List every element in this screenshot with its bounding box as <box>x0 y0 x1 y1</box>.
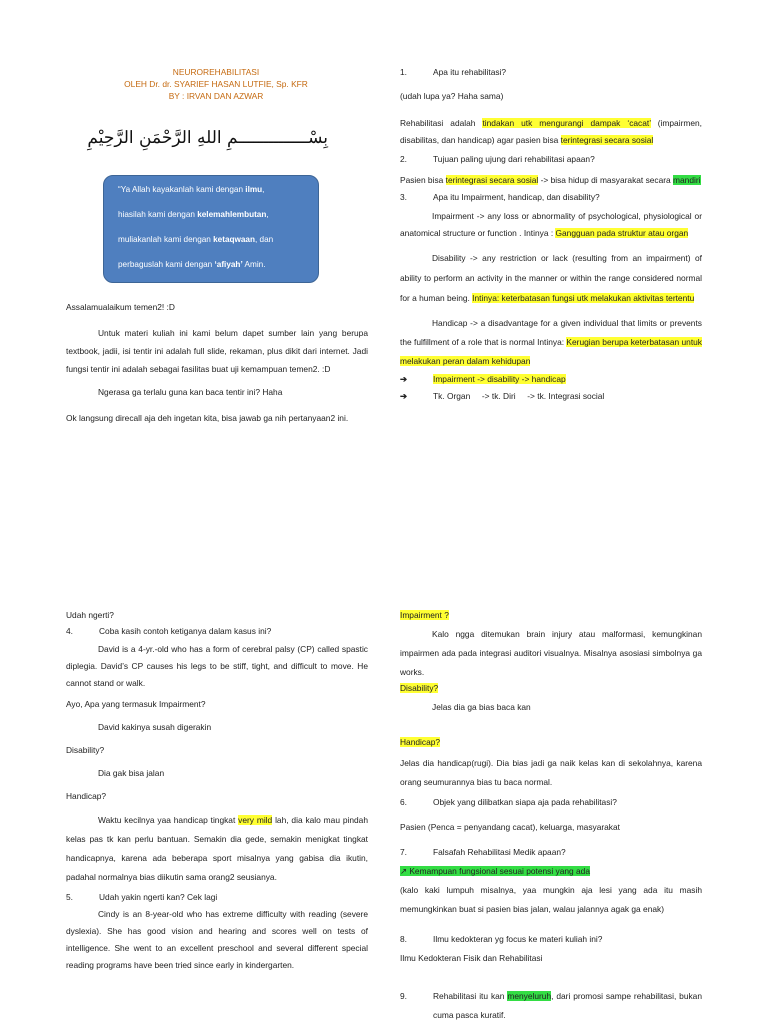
question-9: 9. Rehabilitasi itu kan menyeluruh, dari promosi sampe rehabilitasi, bukan cuma pasca kuratif. <box>400 991 703 1020</box>
answer-3-handicap: Handicap -> a disadvantage for a given individual that limits or prevents the fulfillment of a role that is normal Intinya: Kerugian berupa keterbatasan untuk melakukan peran dalam kehidupan <box>400 318 702 366</box>
question-5: 5. Udah yakin ngerti kan? Cek lagi <box>66 892 218 902</box>
answer-8: Ilmu Kedokteran Fisik dan Rehabilitasi <box>400 953 543 963</box>
question-2: 2. Tujuan paling ujung dari rehabilitasi apaan? <box>400 154 595 164</box>
question-4: 4. Coba kasih contoh ketiganya dalam kasus ini? <box>66 626 272 636</box>
answer-disability: Dia gak bisa jalan <box>98 768 165 778</box>
greeting: Assalamualaikum temen2! :D <box>66 302 175 312</box>
case-cindy: Cindy is an 8-year-old who has extreme difficulty with reading (severe dyslexia). She has good vision and hearing and scores well on tests of intelligence. She went to an excellent preschool and several different special reading programs have been tried since early in kindergarten. <box>66 909 368 970</box>
intro-paragraph: Untuk materi kuliah ini kami belum dapet sumber lain yang berupa textbook, jadii, isi tentir ini adalah full slide, rekaman, plus dikit dari internet. Jadi fungsi tentir ini adalah sebagai fasilitas buat uji kemampuan temen2. :D <box>66 328 368 374</box>
question-1: 1. Apa itu rehabilitasi? <box>400 67 507 77</box>
intro-section <box>66 301 368 433</box>
answer-6: Pasien (Penca = penyandang cacat), keluarga, masyarakat <box>400 822 620 832</box>
answer-3-impairment: Impairment -> any loss or abnormality of psychological, physiological or anatomical structure or function . Intinya : Gangguan pada struktur atau organ <box>400 211 702 238</box>
question-handicap: Handicap? <box>66 791 107 801</box>
arrow-right-icon: ➔ <box>400 391 408 401</box>
answer-7-note: (kalo kaki lumpuh misalnya, yaa mungkin aja lesi yang ada itu masih memungkinkan buat si pasien bias jalan, walau jalannya agak ga enak) <box>400 885 702 914</box>
prayer-callout: “Ya Allah kayakanlah kami dengan ilmu, hiasilah kami dengan kelemahlembutan, muliakanlah kami dengan ketaqwaan, dan perbaguslah kami dengan ‘afiyah’ Amin. <box>103 175 319 283</box>
heading-handicap: Handicap? <box>400 737 441 747</box>
question-6: 6. Objek yang dilibatkan siapa aja pada rehabilitasi? <box>400 797 617 807</box>
document-header <box>66 66 366 102</box>
heading-disability: Disability? <box>400 683 439 693</box>
bismillah-calligraphy: بِسْــــــــــــــمِ اللهِ الرَّحْمَنِ الرَّحِيْمِ <box>87 128 328 148</box>
question-8: 8. Ilmu kedokteran yg focus ke materi kuliah ini? <box>400 934 603 944</box>
question-1-note: (udah lupa ya? Haha sama) <box>400 91 504 101</box>
qa-section-2 <box>66 609 368 980</box>
header-title: NEUROREHABILITASI <box>172 67 260 77</box>
header-by: BY : IRVAN DAN AZWAR <box>168 91 264 101</box>
answer-disability-cindy: Jelas dia ga bias baca kan <box>432 702 531 712</box>
qa-section-1 <box>400 66 702 409</box>
intro-paragraph-2: Ngerasa ga terlalu guna kan baca tentir ini? Haha <box>98 387 283 397</box>
answer-impairment: David kakinya susah digerakin <box>98 722 212 732</box>
arrow-right-icon: ➔ <box>400 374 408 384</box>
qa-section-3 <box>400 609 702 1031</box>
intro-paragraph-3: Ok langsung direcall aja deh ingetan kita, bisa jawab ga nih pertanyaan2 ini. <box>66 413 349 423</box>
answer-handicap: Waktu kecilnya yaa handicap tingkat very mild lah, dia kalo mau pindah kelas pas tk kan perlu bantuan. Semakin dia gede, semakin menigkat tingkat handicapnya, karena ada beberapa sport misalnya yang gabisa dia ikutin, padahal normalnya bias diikutin sama orang2 seusianya. <box>66 815 368 882</box>
question-7: 7. Falsafah Rehabilitasi Medik apaan? <box>400 847 566 857</box>
answer-3-disability: Disability -> any restriction or lack (resulting from an impairment) of ability to perform an activity in the manner or within the range considered normal for a human being. Intinya: keterbatasan fungsi utk melakukan aktivitas tertentu <box>400 253 702 303</box>
answer-handicap-cindy: Jelas dia handicap(rugi). Dia bias jadi ga naik kelas kan di sekolahnya, karena orang seumurannya bias tu baca normal. <box>400 758 702 787</box>
check-question: Udah ngerti? <box>66 610 114 620</box>
chain-line-2: ➔ Tk. Organ -> tk. Diri -> tk. Integrasi social <box>400 391 605 401</box>
header-author: OLEH Dr. dr. SYARIEF HASAN LUTFIE, Sp. KFR <box>124 79 308 89</box>
answer-impairment-cindy: Kalo ngga ditemukan brain injury atau malformasi, kemungkinan impairmen ada pada integrasi auditori visualnya. Misalnya asosiasi simbolnya ga works. <box>400 629 702 677</box>
answer-2: Pasien bisa terintegrasi secara sosial -> bisa hidup di masyarakat secara mandiri <box>400 175 701 185</box>
case-david: David is a 4-yr.-old who has a form of cerebral palsy (CP) called spastic diplegia. David’s CP causes his legs to be stiff, tight, and difficult to move. He cannot stand or walk. <box>66 644 368 688</box>
answer-1: Rehabilitasi adalah tindakan utk mengurangi dampak ‘cacat’ (impairmen, disabilitas, dan handicap) agar pasien bisa terintegrasi secara sosial <box>400 118 702 145</box>
answer-7-highlight: ↗ Kemampuan fungsional sesuai potensi yang ada <box>400 866 590 876</box>
question-3: 3. Apa itu Impairment, handicap, dan disability? <box>400 192 600 202</box>
heading-impairment: Impairment ? <box>400 610 449 620</box>
chain-line-1: ➔ Impairment -> disability -> handicap <box>400 374 566 384</box>
question-disability: Disability? <box>66 745 105 755</box>
question-impairment: Ayo, Apa yang termasuk Impairment? <box>66 699 206 709</box>
